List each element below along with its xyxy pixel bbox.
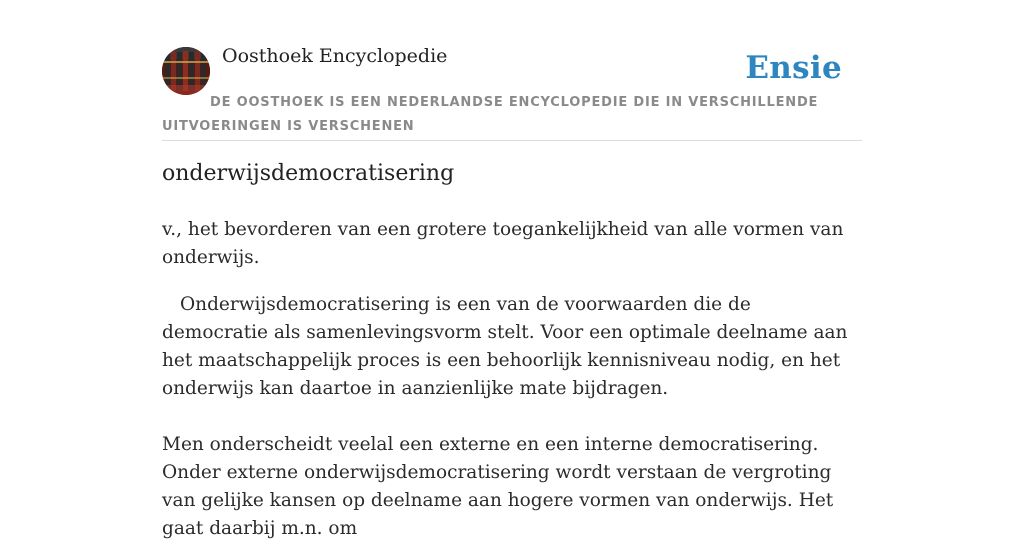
article-paragraph: Onderwijsdemocratisering is een van de voorwaarden die de democratie als samenlevingsvorm stelt. Voor een optimale deelname aan het maatschappelijk proces is een behoorlijk kennisniveau nodig, en het onderwijs kan daartoe in aanzienlijke mate bijdragen. (162, 294, 848, 399)
book-spines-icon (162, 47, 210, 95)
article-paragraph: Men onderscheidt veelal een externe en een interne democratisering. Onder externe onderwijsdemocratisering wordt verstaan de vergroting van gelijke kansen op deelname aan hogere vormen van onderwijs. Het gaat daarbij m.n. om (162, 434, 834, 539)
brand-logo[interactable]: Ensie (745, 50, 842, 86)
article-paragraph: v., het bevorderen van een grotere toegankelijkheid van alle vormen van onderwijs. (162, 219, 844, 268)
page-container (162, 0, 862, 539)
article-title: onderwijsdemocratisering (162, 161, 455, 186)
site-header (162, 0, 862, 141)
site-tagline: DE OOSTHOEK IS EEN NEDERLANDSE ENCYCLOPEDIE DIE IN VERSCHILLENDE UITVOERINGEN IS VERSCHENEN (162, 95, 819, 134)
site-title[interactable]: Oosthoek Encyclopedie (222, 45, 448, 67)
avatar[interactable] (162, 47, 210, 95)
